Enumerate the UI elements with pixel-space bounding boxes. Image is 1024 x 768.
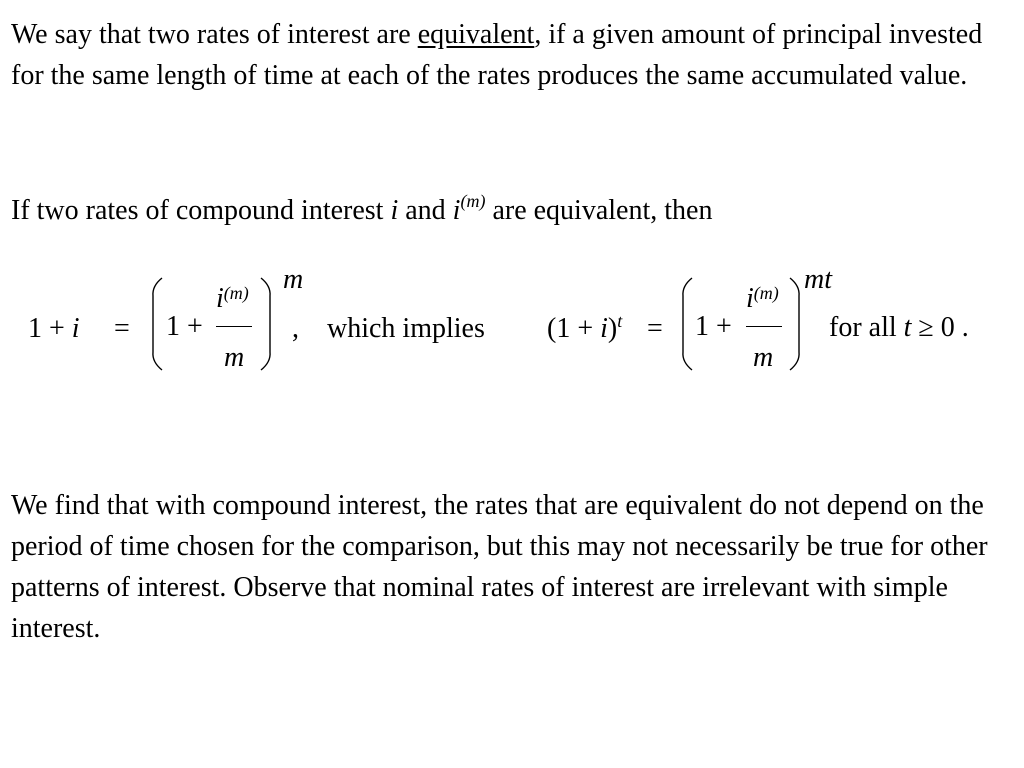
fraction-numerator-1: $i^{(m)}$ [216,283,249,314]
for-all-condition: for all t ≥ 0 . [829,312,969,343]
condition-paragraph [11,190,1016,234]
comma: , [292,313,299,344]
equals-sign-2: = [647,313,663,344]
fraction-numerator-2: $i^{(m)}$ [746,283,779,314]
right-paren-2 [788,276,802,372]
fraction-bar-2 [746,326,782,327]
right-paren-1 [259,276,273,372]
lhs-one-plus-i: 1 + i [28,313,80,344]
left-paren-1 [150,276,164,372]
one-plus-2: 1 + [695,311,732,342]
one-plus-1: 1 + [166,311,203,342]
condition-text-1: If two rates of compound interest [11,195,391,226]
exponent-m: m [283,264,304,295]
definition-text-before: We say that two rates of interest are [11,19,418,50]
rate-i-symbol: i [390,195,399,226]
lhs-one-plus-i-power-t: $(1 + i)^t$ [547,311,623,344]
left-paren-2 [680,276,694,372]
fraction-denominator-1: m [224,342,245,373]
condition-text-3: are equivalent, then [485,195,713,226]
observation-paragraph: We find that with compound interest, the rates that are equivalent do not depend on the period of time chosen for the comparison, but this may not necessarily be true for other patterns of interest. Observe that nominal rates of interest are irrelevant with simple interest. [11,490,988,644]
definition-text-after: , if a given amount of principal invested for the same length of time at each of the rates produces the same accumulated value. [11,19,983,91]
rate-im-symbol: i [452,195,461,226]
rate-im-superscript: (m) [460,191,486,211]
definition-paragraph [11,14,1016,96]
condition-text-2: and [398,195,453,226]
equivalent-term: equivalent [417,19,535,50]
which-implies-text: which implies [327,313,485,344]
fraction-denominator-2: m [753,342,774,373]
fraction-bar-1 [216,326,252,327]
exponent-mt: mt [804,264,832,295]
equals-sign-1: = [114,313,130,344]
